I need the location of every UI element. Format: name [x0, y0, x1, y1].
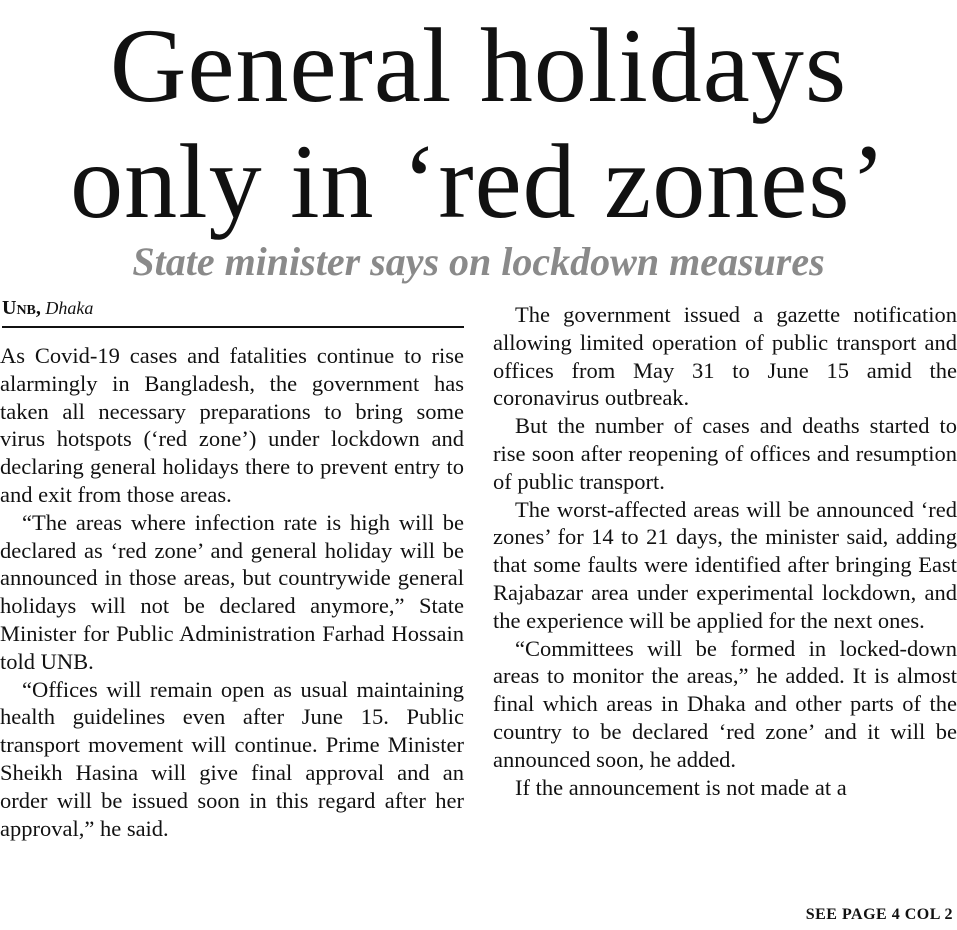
paragraph-8: If the announcement is not made at a: [515, 774, 847, 800]
article-column-left: [0, 342, 464, 842]
paragraph-3: “Offices will remain open as usual maintaining health guidelines even after June 15. Public transport movement will continue. Prime Minister Sheikh Hasina will give final approval and an order will be issued soon in this regard after her approval,” he said.: [0, 676, 464, 841]
subheadline: State minister says on lockdown measures: [132, 239, 825, 284]
article-column-right: [493, 301, 957, 801]
paragraph-1: As Covid-19 cases and fatalities continue to rise alarmingly in Bangladesh, the government has taken all necessary preparations to bring some virus hotspots (‘red zone’) under lockdown and declaring general holidays there to prevent entry to and exit from those areas.: [0, 343, 464, 507]
headline-line-1: General holidays: [109, 7, 848, 124]
paragraph-5: But the number of cases and deaths started to rise soon after reopening of offices and resumption of public transport.: [493, 413, 957, 494]
paragraph-4: The government issued a gazette notification allowing limited operation of public transport and offices from May 31 to June 15 amid the coronavirus outbreak.: [493, 302, 957, 411]
paragraph-2: “The areas where infection rate is high will be declared as ‘red zone’ and general holiday will be announced in those areas, but countrywide general holidays will not be declared anymore,” State Minister for Public Administration Farhad Hossain told UNB.: [0, 509, 464, 674]
paragraph-7: “Committees will be formed in locked-down areas to monitor the areas,” he added. It is almost final which areas in Dhaka and other parts of the country to be declared ‘red zone’ and it will be announced soon, he added.: [493, 635, 957, 772]
byline-agency: Unb,: [2, 297, 41, 319]
byline: [2, 296, 464, 328]
continuation-jump-line: SEE PAGE 4 COL 2: [805, 906, 953, 923]
headline: [0, 8, 957, 240]
byline-city: Dhaka: [45, 298, 94, 318]
paragraph-6: The worst-affected areas will be announced ‘red zones’ for 14 to 21 days, the minister said, adding that some faults were identified after bringing East Rajabazar area under experimental lockdown, and the experience will be applied for the next ones.: [493, 496, 957, 633]
headline-line-2: only in ‘red zones’: [70, 123, 887, 240]
